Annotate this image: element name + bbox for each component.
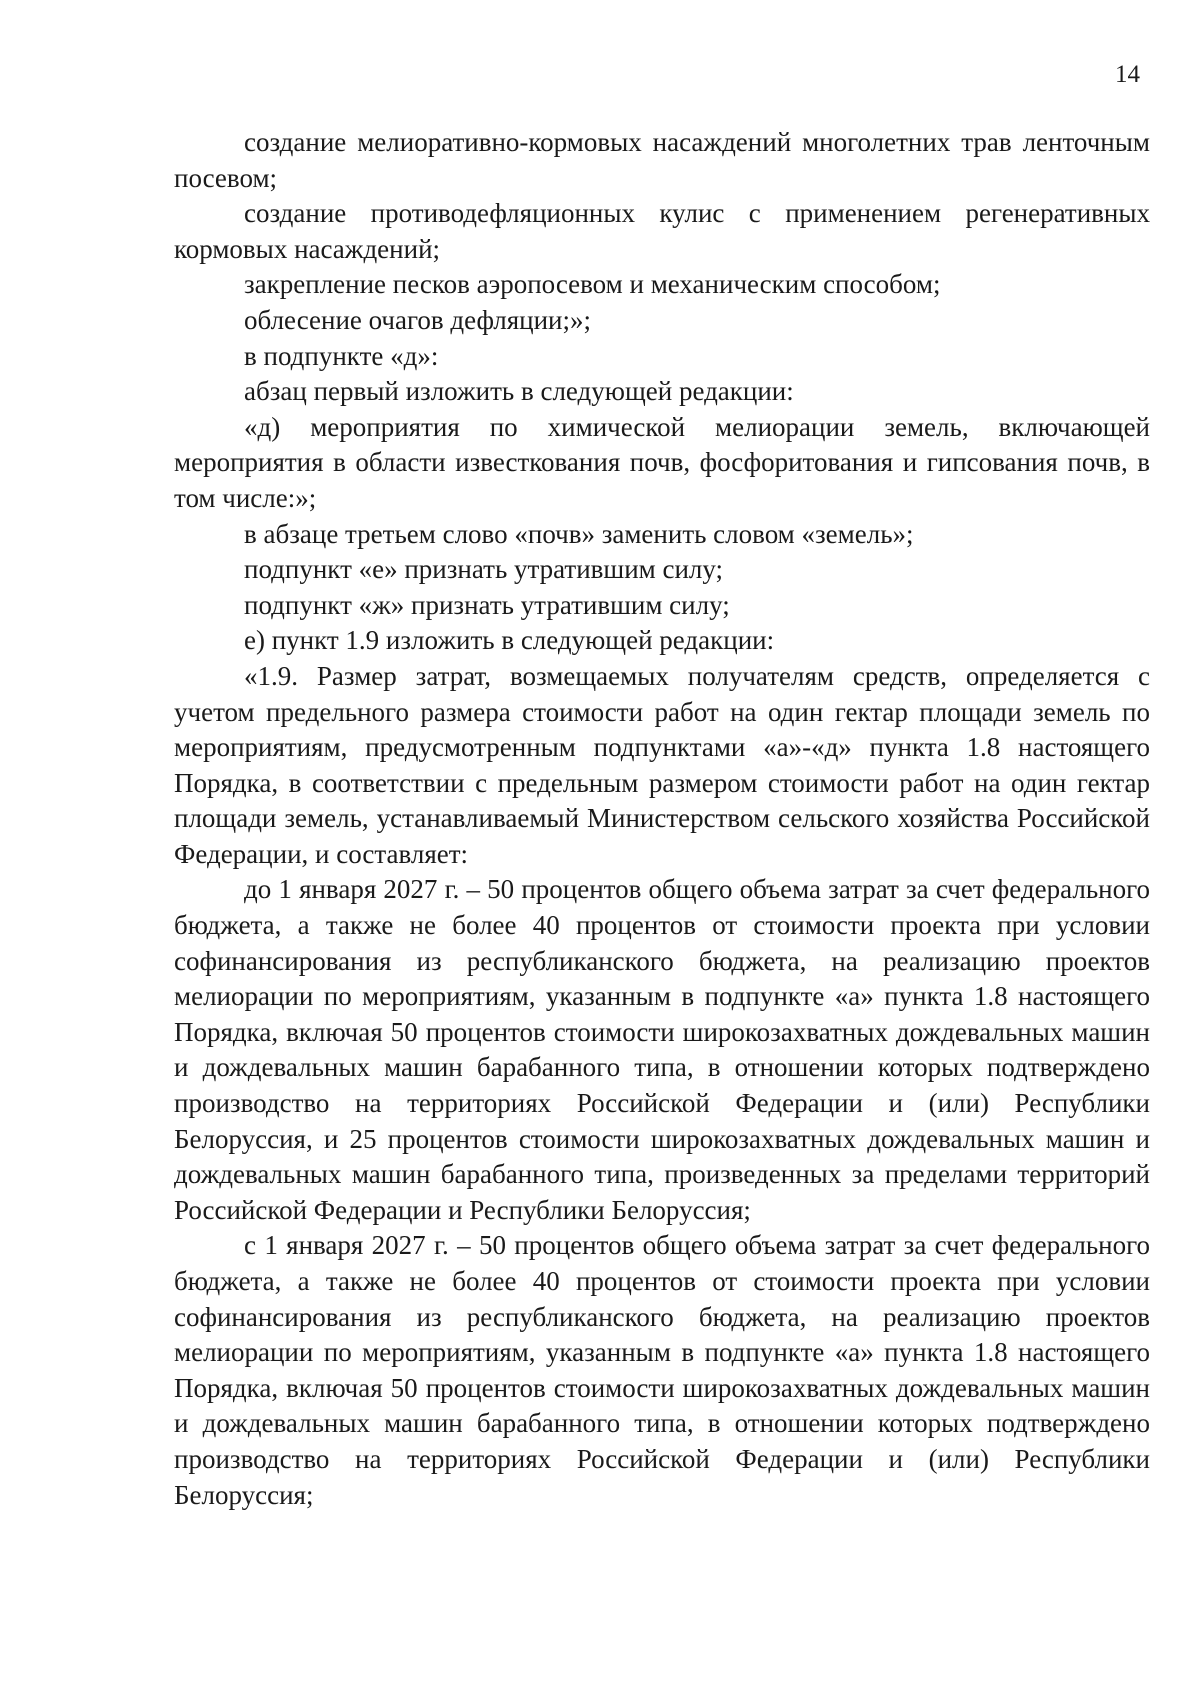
- paragraph: в подпункте «д»:: [244, 340, 439, 371]
- paragraph: в абзаце третьем слово «почв» заменить словом «земель»;: [244, 518, 914, 549]
- document-body: [174, 125, 1150, 1513]
- paragraph: подпункт «е» признать утратившим силу;: [244, 554, 724, 585]
- paragraph: с 1 января 2027 г. – 50 процентов общего объема затрат за счет федерального бюджета, а также не более 40 процентов от стоимости проекта при условии софинансирования из республиканского бюджета, на реализацию проектов мелиорации по мероприятиям, указанным в подпункте «а» пункта 1.8 настоящего Порядка, включая 50 процентов стоимости широкозахватных дождевальных машин и дождевальных машин барабанного типа, в отношении которых подтверждено производство на территориях Российской Федерации и (или) Республики Белоруссия;: [174, 1230, 1150, 1510]
- paragraph: до 1 января 2027 г. – 50 процентов общего объема затрат за счет федерального бюджета, а также не более 40 процентов от стоимости проекта при условии софинансирования из республиканского бюджета, на реализацию проектов мелиорации по мероприятиям, указанным в подпункте «а» пункта 1.8 настоящего Порядка, включая 50 процентов стоимости широкозахватных дождевальных машин и дождевальных машин барабанного типа, в отношении которых подтверждено производство на территориях Российской Федерации и (или) Республики Белоруссия, и 25 процентов стоимости широкозахватных дождевальных машин и дождевальных машин барабанного типа, произведенных за пределами территорий Российской Федерации и Республики Белоруссия;: [174, 874, 1150, 1225]
- paragraph: абзац первый изложить в следующей редакции:: [244, 376, 794, 407]
- page-number: 14: [1115, 61, 1140, 88]
- paragraph: «д) мероприятия по химической мелиорации земель, включающей мероприятия в области известкования почв, фосфоритования и гипсования почв, в том числе:»;: [174, 411, 1150, 513]
- paragraph: подпункт «ж» признать утратившим силу;: [244, 589, 730, 620]
- paragraph: закрепление песков аэропосевом и механическим способом;: [244, 269, 941, 300]
- paragraph: создание противодефляционных кулис с применением регенеративных кормовых насаждений;: [174, 198, 1150, 264]
- paragraph: е) пункт 1.9 изложить в следующей редакции:: [244, 625, 775, 656]
- paragraph: «1.9. Размер затрат, возмещаемых получателям средств, определяется с учетом предельного размера стоимости работ на один гектар площади земель по мероприятиям, предусмотренным подпунктами «а»-«д» пункта 1.8 настоящего Порядка, в соответствии с предельным размером стоимости работ на один гектар площади земель, устанавливаемый Министерством сельского хозяйства Российской Федерации, и составляет:: [174, 660, 1150, 869]
- paragraph: облесение очагов дефляции;»;: [244, 304, 592, 335]
- paragraph: создание мелиоративно-кормовых насаждений многолетних трав ленточным посевом;: [174, 127, 1150, 193]
